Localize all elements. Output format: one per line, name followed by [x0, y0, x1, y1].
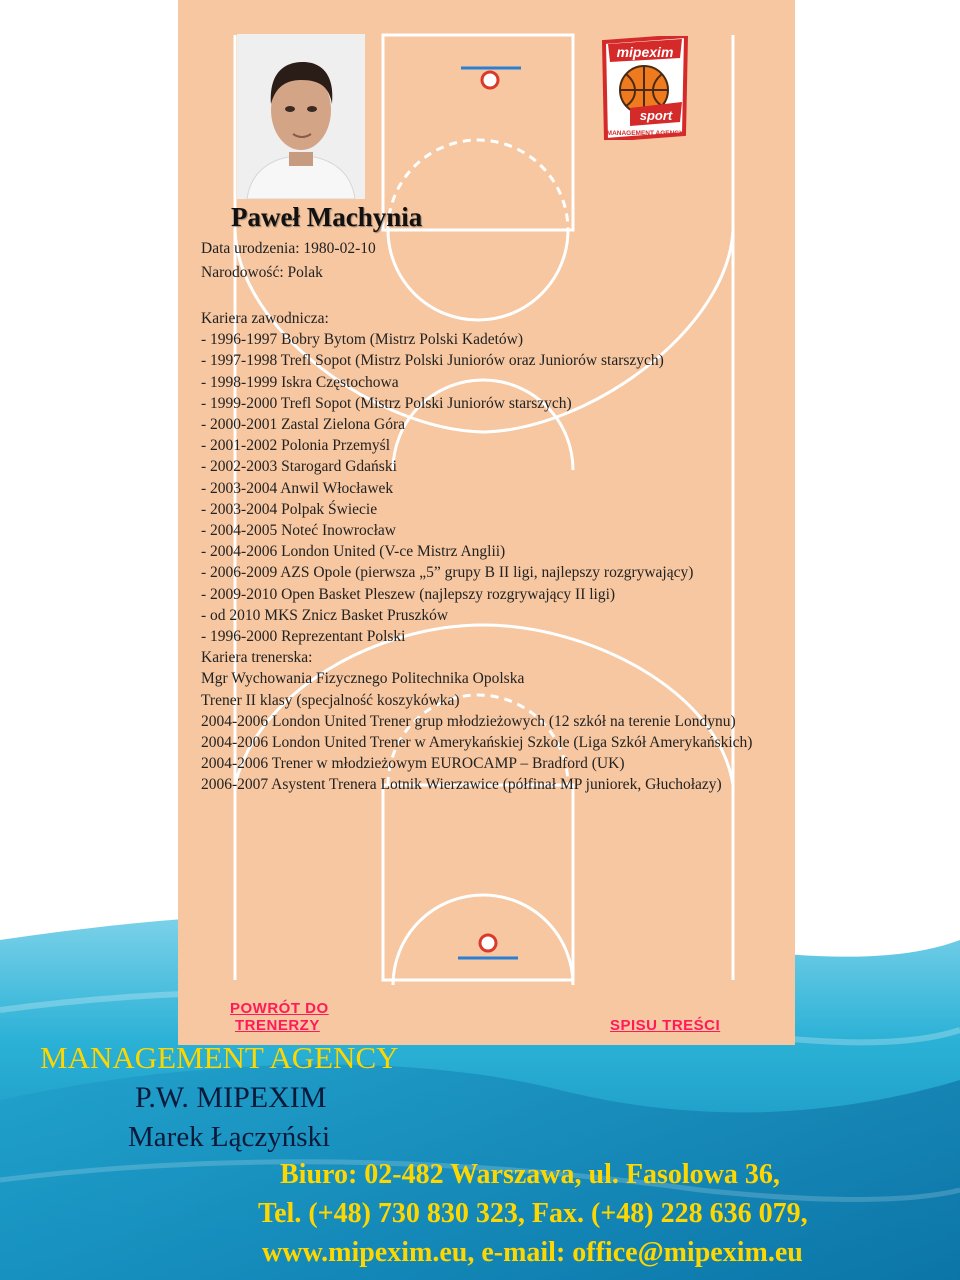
- coach-career-item: Mgr Wychowania Fizycznego Politechnika Opolska: [201, 670, 525, 688]
- player-career-item: - 2000-2001 Zastal Zielona Góra: [201, 416, 406, 434]
- mipexim-sport-logo: [600, 36, 690, 140]
- player-career-item: - 1996-1997 Bobry Bytom (Mistrz Polski Kadetów): [201, 331, 524, 349]
- player-career-item: - 2006-2009 AZS Opole (pierwsza „5” grupy B II ligi, najlepszy rozgrywający): [201, 564, 694, 582]
- footer-company: P.W. MIPEXIM: [135, 1081, 327, 1114]
- player-career-item: - 1998-1999 Iskra Częstochowa: [201, 373, 399, 391]
- logo-sport-text: sport: [639, 108, 673, 123]
- coach-career-heading: Kariera trenerska:: [201, 649, 313, 667]
- logo-tagline-text: MANAGEMENT AGENCY: [606, 130, 684, 137]
- coach-career-item: 2004-2006 London United Trener w Amerykańskiej Szkole (Liga Szkół Amerykańskich): [201, 734, 753, 752]
- coach-career-item: 2004-2006 London United Trener grup młodzieżowych (12 szkół na terenie Londynu): [201, 712, 736, 730]
- nationality: Narodowość: Polak: [201, 264, 323, 281]
- player-career-item: - 2009-2010 Open Basket Pleszew (najlepszy rozgrywający II ligi): [201, 585, 616, 603]
- birth-date: Data urodzenia: 1980-02-10: [201, 240, 376, 257]
- player-career-item: - 1996-2000 Reprezentant Polski: [201, 628, 406, 646]
- footer-phone: Tel. (+48) 730 830 323, Fax. (+48) 228 636 079,: [258, 1198, 808, 1229]
- player-career-item: - 2002-2003 Starogard Gdański: [201, 458, 397, 476]
- career-content: [201, 308, 791, 796]
- back-link-line1: POWRÓT DO: [230, 1000, 329, 1017]
- logo-brand-text: mipexim: [616, 44, 674, 60]
- footer-address: Biuro: 02-482 Warszawa, ul. Fasolowa 36,: [280, 1159, 780, 1190]
- player-career-item: - od 2010 MKS Znicz Basket Pruszków: [201, 606, 449, 624]
- player-career-heading: Kariera zawodnicza:: [201, 310, 329, 327]
- player-career-item: - 2003-2004 Polpak Świecie: [201, 500, 378, 518]
- player-career-item: - 2001-2002 Polonia Przemyśl: [201, 437, 390, 455]
- coach-career-item: Trener II klasy (specjalność koszykówka): [201, 691, 460, 709]
- table-of-contents-link[interactable]: SPISU TREŚCI: [610, 1017, 721, 1034]
- back-link-line2: TRENERZY: [235, 1017, 320, 1034]
- footer-agency: MANAGEMENT AGENCY: [40, 1040, 399, 1075]
- player-name: Paweł Machynia: [231, 202, 423, 232]
- back-to-coaches-link[interactable]: [230, 1000, 329, 1034]
- player-career-item: - 2003-2004 Anwil Włocławek: [201, 479, 394, 497]
- coach-career-item: 2006-2007 Asystent Trenera Lotnik Wierzawice (półfinał MP juniorek, Głuchołazy): [201, 776, 722, 794]
- player-career-item: - 2004-2005 Noteć Inowrocław: [201, 522, 396, 540]
- footer-person: Marek Łączyński: [128, 1121, 331, 1153]
- player-photo: [237, 34, 365, 199]
- player-career-item: - 1999-2000 Trefl Sopot (Mistrz Polski Juniorów starszych): [201, 394, 572, 412]
- player-career-item: - 2004-2006 London United (V-ce Mistrz Anglii): [201, 543, 506, 561]
- footer-web-email: www.mipexim.eu, e-mail: office@mipexim.eu: [262, 1237, 803, 1268]
- coach-career-item: 2004-2006 Trener w młodzieżowym EUROCAMP – Bradford (UK): [201, 755, 625, 773]
- player-career-item: - 1997-1998 Trefl Sopot (Mistrz Polski Juniorów oraz Juniorów starszych): [201, 352, 664, 370]
